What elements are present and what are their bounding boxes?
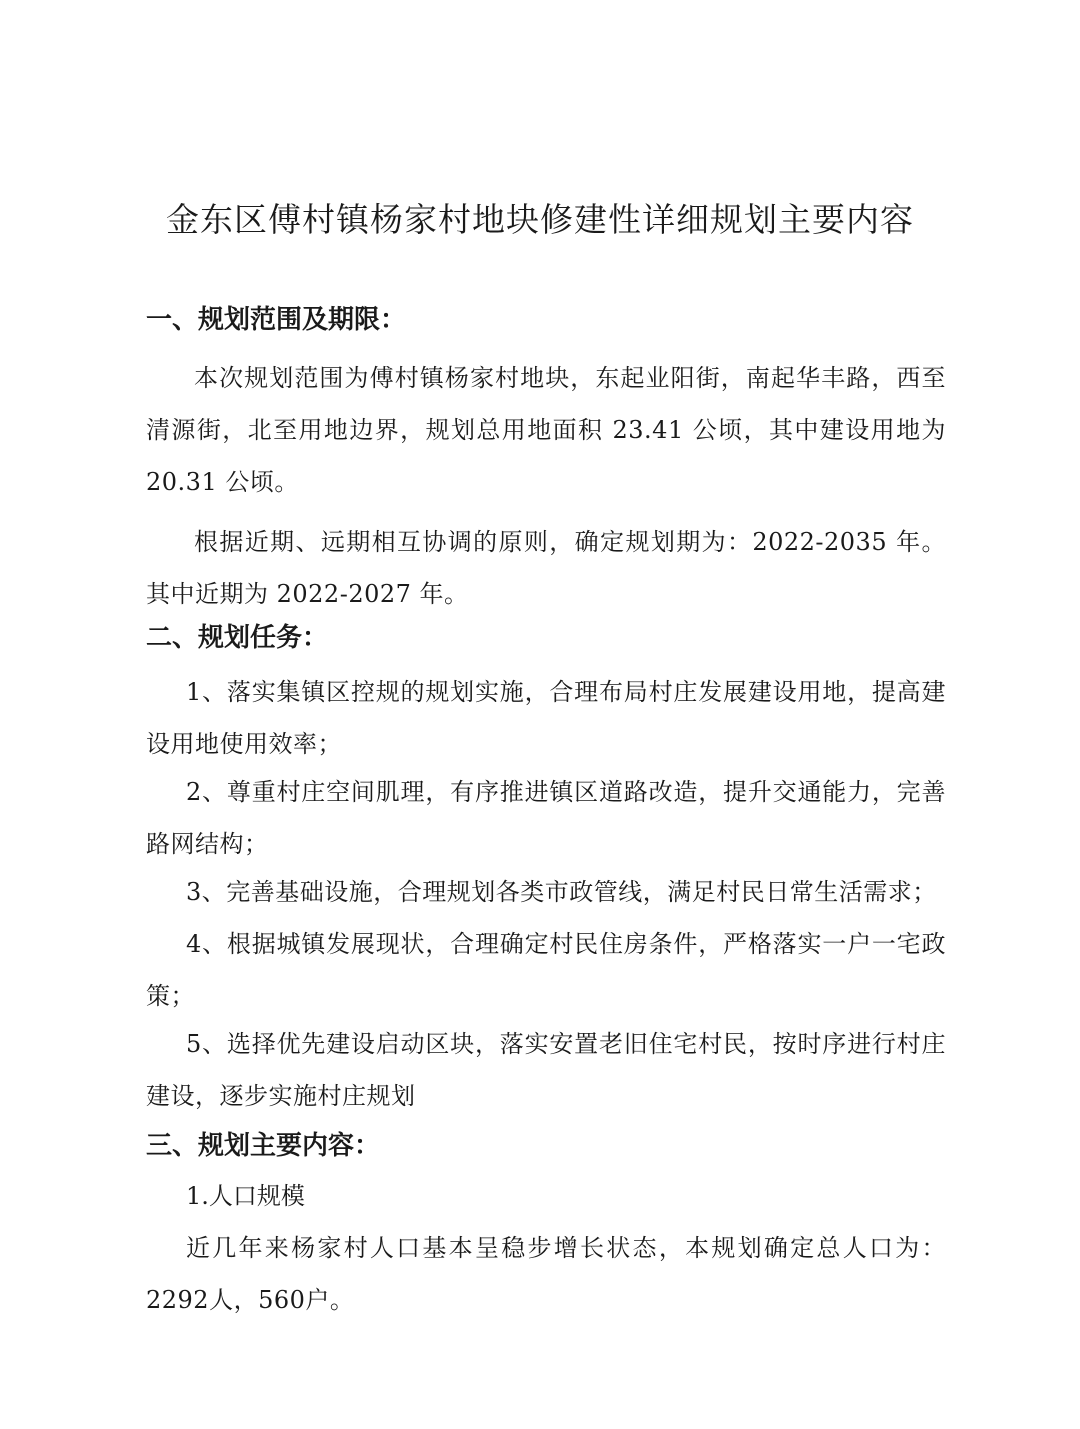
section-2-item-2: 2、尊重村庄空间肌理，有序推进镇区道路改造，提升交通能力，完善路网结构； — [146, 778, 946, 858]
section-3-heading: 三、规划主要内容： — [146, 1131, 381, 1161]
document-title: 金东区傅村镇杨家村地块修建性详细规划主要内容 — [166, 200, 914, 239]
section-2-item-4: 4、根据城镇发展现状，合理确定村民住房条件，严格落实一户一宅政策； — [146, 930, 946, 1010]
section-2-item-3: 3、完善基础设施，合理规划各类市政管线，满足村民日常生活需求； — [186, 878, 937, 906]
section-1-paragraph-scope: 本次规划范围为傅村镇杨家村地块，东起业阳街，南起华丰路，西至清源街，北至用地边界，规划总用地面积 23.41 公顷，其中建设用地为 20.31 公顷。 — [146, 364, 946, 496]
section-2-heading: 二、规划任务： — [146, 623, 329, 653]
section-2-item-1: 1、落实集镇区控规的规划实施，合理布局村庄发展建设用地，提高建设用地使用效率； — [146, 678, 946, 758]
section-1-paragraph-period: 根据近期、远期相互协调的原则，确定规划期为：2022-2035 年。其中近期为 2022-2027 年。 — [146, 528, 946, 608]
section-3-subheading-population: 1.人口规模 — [186, 1182, 305, 1210]
section-3-paragraph-population: 近几年来杨家村人口基本呈稳步增长状态，本规划确定总人口为：2292人，560户。 — [146, 1234, 946, 1314]
section-1-heading: 一、规划范围及期限： — [146, 305, 407, 335]
section-2-item-5: 5、选择优先建设启动区块，落实安置老旧住宅村民，按时序进行村庄建设，逐步实施村庄规划 — [146, 1030, 946, 1110]
